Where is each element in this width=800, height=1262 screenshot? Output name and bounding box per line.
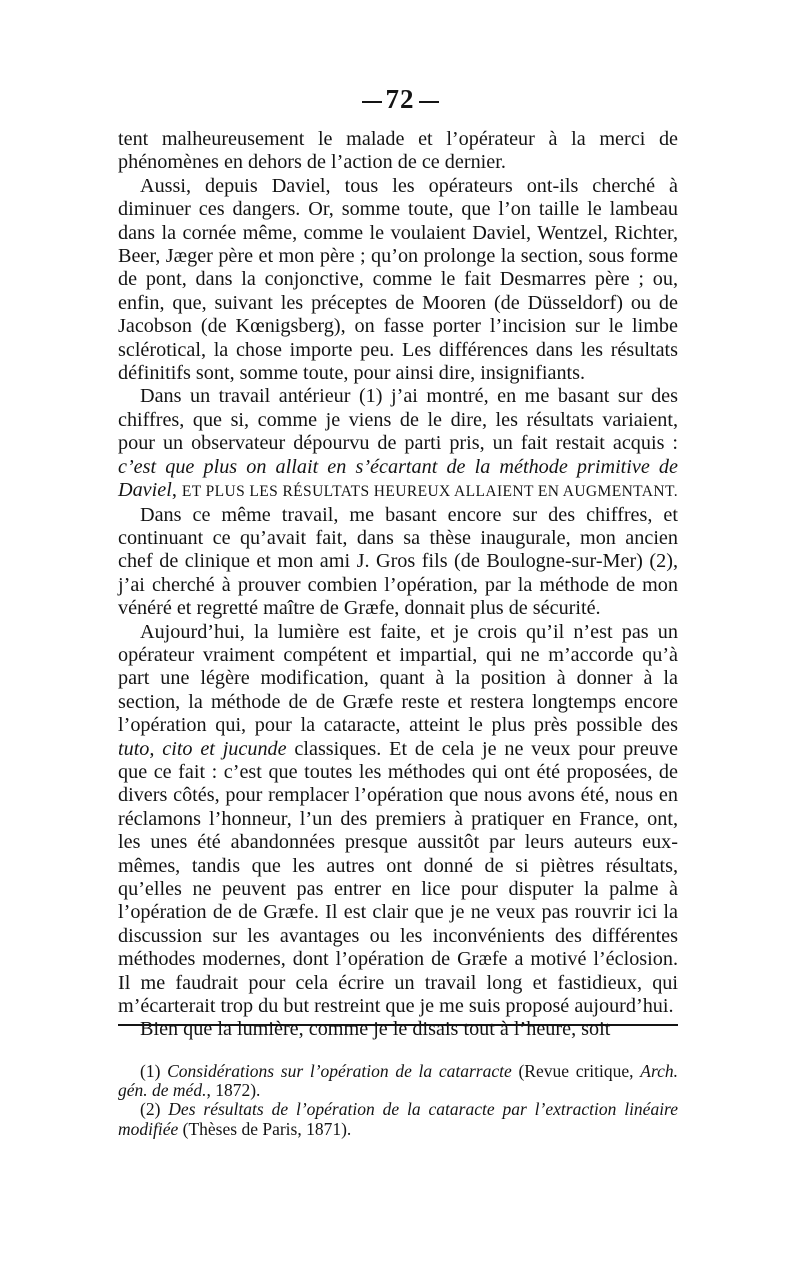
- page-number-right-dash: [419, 101, 439, 103]
- paragraph-1: tent malheureusement le malade et l’opérateur à la merci de phénomènes en dehors de l’action de ce dernier.: [118, 128, 678, 174]
- page-number-left-dash: [362, 101, 382, 103]
- paragraph-3-text-b: ,: [171, 479, 182, 502]
- paragraph-4: Dans ce même travail, me basant encore sur des chiffres, et continuant ce qu’avait fait, dans sa thèse inaugurale, mon ancien chef de clinique et mon ami J. Gros fils (de Boulogne-sur-Mer) (2), j’ai cherché à prouver combien l’opération, par la méthode de mon vénéré et regretté maître de Græfe, donnait plus de sécurité.: [118, 503, 678, 620]
- footnote-2-title: Des résultats de l’opération de la cataracte par l’extraction linéaire modifiée: [118, 1099, 678, 1139]
- paragraph-2: Aussi, depuis Daviel, tous les opérateurs ont-ils cherché à diminuer ces dangers. Or, somme toute, que l’on taille le lambeau dans la cornée même, comme le voulaient Daviel, Wentzel, Richter, Beer, Jæger père et mon père ; qu’on prolonge la section, sous forme de pont, dans la conjonctive, comme le fait Desmarres père ; ou, enfin, que, suivant les préceptes de Mooren (de Düsseldorf) ou de Jacobson (de Kœnigsberg), on fasse porter l’incision sur le limbe sclérotical, la chose importe peu. Les différences dans les résultats définitifs sont, somme toute, pour ainsi dire, insignifiants.: [118, 174, 678, 385]
- paragraph-6: Bien que la lumière, comme je le disais tout à l’heure, soit: [140, 1018, 611, 1041]
- paragraph-3: [118, 385, 678, 503]
- footnote-1-text-a: (Revue critique,: [511, 1061, 641, 1081]
- paragraph-5-text-a: Aujourd’hui, la lumière est faite, et je crois qu’il n’est pas un opérateur vraiment compétent et impartial, qui ne m’accorde qu’à part une légère modification, quant à la position à donner à la section, la méthode de de Græfe reste et restera longtemps encore l’opération qui, pour la cataracte, atteint le plus près possible des: [118, 620, 678, 737]
- footnote-rule: [118, 1024, 678, 1026]
- footnote-2: [118, 1100, 678, 1138]
- footnote-1-text-b: , 1872).: [206, 1080, 261, 1101]
- footnotes: [118, 1062, 678, 1139]
- footnote-1-journal: Arch. gén. de méd.: [118, 1061, 678, 1101]
- page-number-text: 72: [385, 84, 415, 114]
- footnote-2-number: (2): [140, 1099, 169, 1120]
- paragraph-3-small-caps: ET PLUS LES RÉSULTATS HEUREUX ALLAIENT EN AUGMENTANT.: [181, 483, 678, 501]
- paragraph-3-text-a: Dans un travail antérieur (1) j’ai montré, en me basant sur des chiffres, que si, comme je viens de le dire, les résultats variaient, pour un observateur dépourvu de parti pris, un fait restait acquis :: [118, 385, 678, 455]
- footnote-2-text-b: (Thèses de Paris, 1871).: [178, 1118, 352, 1139]
- paragraph-3-italic: c’est que plus on allait en s’écartant de la méthode primitive de Daviel: [118, 455, 678, 502]
- footnote-1-number: (1): [140, 1061, 168, 1081]
- paragraph-5-italic: tuto, cito et jucunde: [118, 737, 287, 760]
- body-text: [118, 128, 678, 1042]
- page-number: [0, 84, 800, 115]
- paragraph-5: [118, 621, 678, 1019]
- footnote-1: [118, 1062, 678, 1100]
- footnote-1-title: Considérations sur l’opération de la catarracte: [167, 1061, 512, 1081]
- paragraph-5-text-b: classiques. Et de cela je ne veux pour preuve que ce fait : c’est que toutes les méthodes qui ont été proposées, de divers côtés, pour remplacer l’opération que nous avons été, nous en réclamons l’honneur, l’un des premiers à pratiquer en France, ont, les unes été abandonnées presque aussitôt par leurs auteurs eux-mêmes, tandis que les autres ont donné de si piètres résultats, qu’elles ne peuvent pas entrer en lice pour disputer la palme à l’opération de de Græfe. Il est clair que je ne veux pas rouvrir ici la discussion sur les avantages ou les inconvénients des différentes méthodes modernes, dont l’opération de Græfe a motivé l’éclosion. Il me faudrait pour cela écrire un travail long et fastidieux, qui m’écarterait trop du but restreint que je me suis proposé aujourd’hui.: [118, 737, 678, 1018]
